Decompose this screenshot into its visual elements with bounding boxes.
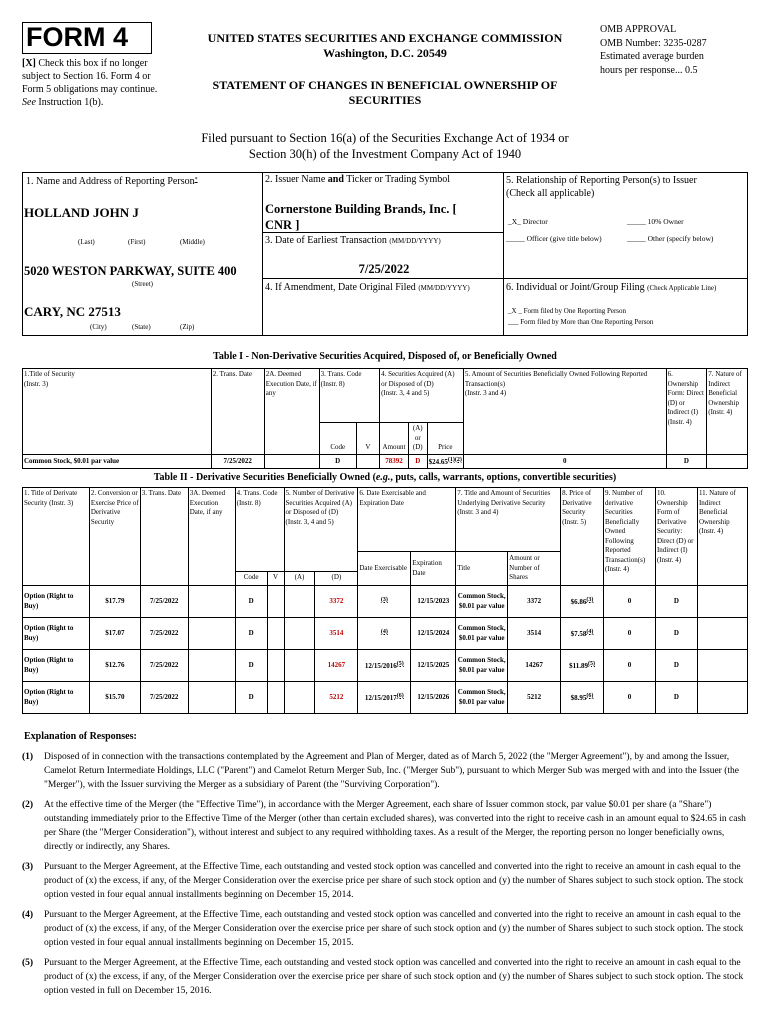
t2-form: D — [655, 650, 697, 682]
t2-h3a: 3A. Deemed Execution Date, if any — [188, 488, 235, 586]
t2-exercisable — [358, 618, 411, 650]
t1-security: Common Stock, $0.01 par value — [23, 454, 212, 469]
t2-shares: 3514 — [508, 618, 561, 650]
explanation-num: (3) — [22, 862, 34, 872]
more-persons-label: Form filed by More than One Reporting Person — [520, 318, 654, 326]
t2-price — [561, 586, 604, 618]
t2-owned: 0 — [604, 650, 656, 682]
t2-d: 5212 — [315, 682, 358, 714]
t2-price-footnote[interactable]: (5) — [587, 660, 595, 667]
t1-h4 — [380, 369, 464, 423]
t1-h1 — [23, 369, 212, 455]
t2-price — [561, 650, 604, 682]
t2-price-value: $8.95 — [570, 693, 587, 702]
t2-sub-code: Code — [235, 572, 267, 586]
t2-conv: $15.70 — [89, 682, 140, 714]
t2-exer-value: 12/15/2016 — [364, 661, 397, 670]
street-address: 5020 WESTON PARKWAY, SUITE 400 — [24, 264, 237, 278]
t2-h5: 5. Number of Derivative Securities Acquired (A) or Disposed of (D) (Instr. 3, 4 and 5) — [284, 488, 358, 572]
t2-h9: 9. Number of derivative Securities Beneficially Owned Following Reported Transaction(s) (Instr. 4) — [604, 488, 656, 586]
issuer-ticker: CNR ] — [265, 218, 300, 232]
omb-block — [600, 23, 765, 77]
t2-code: D — [235, 650, 267, 682]
t2-h3: 3. Trans. Date — [140, 488, 188, 586]
t1-h1-text: 1.Title of Security — [24, 370, 75, 378]
t2-date: 7/25/2022 — [140, 586, 188, 618]
statement-title: STATEMENT OF CHANGES IN BENEFICIAL OWNERSHIP OF SECURITIES — [212, 78, 558, 107]
officer-mark: _____ — [506, 234, 525, 243]
t2-form: D — [655, 586, 697, 618]
t2-exer-footnote[interactable]: (6) — [396, 692, 404, 699]
box6-label — [506, 282, 716, 294]
omb-number: OMB Number: 3235-0287 — [600, 37, 707, 49]
table-row — [23, 650, 748, 682]
director-mark: _X_ — [508, 217, 521, 226]
t2-h1: 1. Title of Derivate Security (Instr. 3) — [23, 488, 90, 586]
issuer-block — [265, 201, 457, 233]
t2-deemed — [188, 586, 235, 618]
t1-aord: D — [408, 454, 427, 469]
t2-owned: 0 — [604, 586, 656, 618]
t2-sub-title: Title — [456, 552, 508, 586]
t1-h5 — [463, 369, 666, 455]
explanation-text: Pursuant to the Merger Agreement, at the Effective Time, each outstanding and vested stock option was cancelled and converted into the right to receive an amount in cash equal to the product of (x) the excess, if any, of the Merger Consideration over the exercise price per share of such stock option and (y) the number of Shares subject to such stock option. The stock option vested in four equal annual installments beginning on December 15, 2015. — [44, 910, 744, 948]
t1-amount: 78392 — [380, 454, 409, 469]
t2-v — [267, 650, 284, 682]
ten-pct-label: 10% Owner — [647, 217, 684, 226]
t2-underlying: Common Stock, $0.01 par value — [456, 618, 508, 650]
earliest-transaction-date: 7/25/2022 — [358, 262, 410, 276]
checkbox-note-see: See — [22, 97, 36, 108]
explanation-num: (1) — [22, 752, 34, 762]
box1-footnote-link[interactable]: * — [194, 177, 198, 183]
box4-label-format: (MM/DD/YYYY) — [418, 284, 470, 292]
t2-code: D — [235, 618, 267, 650]
label-zip: (Zip) — [180, 323, 195, 331]
t1-sub-price: Price — [427, 423, 463, 455]
omb-approval: OMB APPROVAL — [600, 24, 677, 35]
t2-owned: 0 — [604, 682, 656, 714]
t1-h4-instr: (Instr. 3, 4 and 5) — [381, 389, 430, 397]
agency-location: Washington, D.C. 20549 — [323, 46, 447, 60]
explanation-num: (2) — [22, 800, 34, 810]
t2-conv: $12.76 — [89, 650, 140, 682]
t2-a — [284, 618, 315, 650]
t1-price-footnote[interactable]: (1)(2) — [447, 456, 462, 463]
form-title: FORM 4 — [26, 22, 129, 52]
table2-title-b: , puts, calls, warrants, options, convertible securities) — [390, 472, 617, 483]
t2-exer-value: 12/15/2017 — [364, 693, 397, 702]
t2-conv: $17.07 — [89, 618, 140, 650]
t2-exercisable — [358, 586, 411, 618]
t2-deemed — [188, 682, 235, 714]
explanation-title: Explanation of Responses: — [24, 731, 137, 742]
checkbox-note — [22, 57, 172, 109]
t2-price — [561, 682, 604, 714]
table-row — [23, 618, 748, 650]
t2-v — [267, 586, 284, 618]
explanation-item — [22, 908, 748, 950]
checkbox-note-instruction: Instruction 1(b). — [38, 97, 104, 108]
t2-form: D — [655, 682, 697, 714]
box2-label — [265, 174, 450, 185]
box3-label-text: 3. Date of Earliest Transaction — [265, 235, 387, 246]
t1-h3-instr: (Instr. 8) — [320, 379, 345, 388]
omb-burden: Estimated average burden — [600, 51, 704, 62]
t1-price-value: $24.65 — [428, 457, 448, 466]
t1-form: D — [666, 454, 707, 469]
t2-date: 7/25/2022 — [140, 682, 188, 714]
t1-h4-text: 4. Securities Acquired (A) or Disposed of (D) — [381, 370, 455, 388]
other-label: Other (specify below) — [647, 234, 714, 243]
one-person-label: Form filed by One Reporting Person — [523, 307, 627, 315]
t2-exercisable — [358, 682, 411, 714]
t1-code: D — [319, 454, 356, 469]
t2-expiration: 12/15/2026 — [411, 682, 456, 714]
explanation-num: (5) — [22, 958, 34, 968]
t2-title: Option (Right to Buy) — [23, 682, 90, 714]
officer-check[interactable] — [506, 234, 602, 244]
t2-deemed — [188, 618, 235, 650]
box2-label-b: Ticker or Trading Symbol — [346, 174, 451, 185]
t2-h11: 11. Nature of Indirect Beneficial Ownership (Instr. 4) — [697, 488, 747, 586]
t1-h2a: 2A. Deemed Execution Date, if any — [264, 369, 319, 455]
agency: UNITED STATES SECURITIES AND EXCHANGE COMMISSION — [207, 31, 563, 45]
t2-sub-amount: Amount or Number of Shares — [508, 552, 561, 586]
t1-price — [427, 454, 463, 469]
explanation-item — [22, 956, 748, 998]
t2-conv: $17.79 — [89, 586, 140, 618]
t1-h3 — [319, 369, 379, 423]
t2-h8: 8. Price of Derivative Security (Instr. 5) — [561, 488, 604, 586]
explanation-num: (4) — [22, 910, 34, 920]
t1-h1-instr: (Instr. 3) — [24, 379, 49, 388]
t2-sub-expiration: Expiration Date — [411, 552, 456, 586]
box6-label-text: 6. Individual or Joint/Group Filing — [506, 282, 645, 293]
t2-price-value: $6.86 — [570, 597, 587, 606]
table1 — [22, 368, 748, 469]
t2-price-footnote[interactable]: (3) — [586, 596, 594, 603]
t2-exercisable — [358, 650, 411, 682]
box2-label-and: and — [327, 174, 344, 185]
t2-sub-d: (D) — [315, 572, 358, 586]
box5-label-sub: (Check all applicable) — [506, 188, 595, 199]
explanation-item — [22, 750, 748, 792]
t2-nature — [697, 650, 747, 682]
t2-price — [561, 618, 604, 650]
other-check[interactable] — [627, 234, 713, 244]
table1-title: Table I - Non-Derivative Securities Acquired, Disposed of, or Beneficially Owned — [213, 351, 557, 362]
t2-expiration: 12/15/2023 — [411, 586, 456, 618]
box6-label-sub: (Check Applicable Line) — [647, 284, 717, 292]
t2-h10: 10. Ownership Form of Derivative Security: Direct (D) or Indirect (I) (Instr. 4) — [655, 488, 697, 586]
filed-pursuant — [60, 130, 710, 162]
t1-sub-aord: (A) or (D) — [408, 423, 427, 455]
ten-pct-check[interactable] — [627, 217, 684, 227]
t1-v — [356, 454, 379, 469]
t2-code: D — [235, 586, 267, 618]
box5-label — [506, 174, 746, 200]
t2-date: 7/25/2022 — [140, 650, 188, 682]
t2-sub-a: (A) — [284, 572, 315, 586]
box2-label-a: 2. Issuer Name — [265, 174, 326, 185]
table-row — [23, 454, 748, 469]
t2-form: D — [655, 618, 697, 650]
t2-h7: 7. Title and Amount of Securities Underlying Derivative Security (Instr. 3 and 4) — [456, 488, 561, 552]
t2-exer-footnote[interactable]: (5) — [396, 660, 404, 667]
officer-label: Officer (give title below) — [526, 234, 602, 243]
t2-exer-footnote[interactable]: (3) — [380, 596, 388, 603]
t2-owned: 0 — [604, 618, 656, 650]
explanation-text: Disposed of in connection with the transactions contemplated by the Agreement and Plan of Merger, dated as of March 5, 2022 (the "Merger Agreement"), by and among the Issuer, Camelot Return Intermediate Holdings, LLC ("Parent") and Camelot Return Merger Sub, Inc. ("Merger Sub"), pursuant to which Merger Sub was merged with and into the Issuer (the "Merger"), with the Issuer surviving the Merger as a subsidiary of Parent (the "Surviving Corporation"). — [44, 752, 739, 790]
more-persons-check[interactable] — [508, 318, 653, 328]
box1-label — [26, 176, 198, 187]
t1-h6: 6. Ownership Form: Direct (D) or Indirect (I) (Instr. 4) — [666, 369, 707, 455]
label-state: (State) — [132, 323, 151, 331]
t2-d: 14267 — [315, 650, 358, 682]
t2-a — [284, 682, 315, 714]
t2-v — [267, 682, 284, 714]
t2-shares: 3372 — [508, 586, 561, 618]
t2-nature — [697, 682, 747, 714]
t2-expiration: 12/15/2024 — [411, 618, 456, 650]
reporting-person-name: HOLLAND JOHN J — [24, 205, 139, 220]
t2-h2: 2. Conversion or Exercise Price of Derivative Security — [89, 488, 140, 586]
table2 — [22, 487, 748, 714]
t2-shares: 14267 — [508, 650, 561, 682]
box3-label — [265, 235, 441, 247]
explanation-list — [22, 750, 748, 1004]
t1-sub-code: Code — [319, 423, 356, 455]
t2-a — [284, 650, 315, 682]
table-row — [23, 682, 748, 714]
other-mark: _____ — [627, 234, 646, 243]
t2-title: Option (Right to Buy) — [23, 618, 90, 650]
one-person-mark: _X _ — [508, 307, 522, 315]
t1-nature — [707, 454, 748, 469]
label-city: (City) — [90, 323, 107, 331]
t1-h5-text: 5. Amount of Securities Beneficially Owned Following Reported Transaction(s) — [464, 370, 648, 388]
label-first: (First) — [128, 238, 146, 246]
t1-date: 7/25/2022 — [211, 454, 264, 469]
t2-nature — [697, 618, 747, 650]
t1-h2: 2. Trans. Date — [211, 369, 264, 455]
t2-d: 3372 — [315, 586, 358, 618]
t2-sub-exercisable: Date Exercisable — [358, 552, 411, 586]
table2-title-eg: e.g. — [375, 472, 391, 483]
filed-line-1: Filed pursuant to Section 16(a) of the Securities Exchange Act of 1934 or — [201, 131, 569, 145]
table-row — [23, 586, 748, 618]
t2-price-footnote[interactable]: (6) — [586, 692, 594, 699]
t2-title: Option (Right to Buy) — [23, 586, 90, 618]
t2-d: 3514 — [315, 618, 358, 650]
checkbox-note-text: Check this box if no longer subject to Section 16. Form 4 or Form 5 obligations may continue. — [22, 58, 158, 95]
t2-underlying: Common Stock, $0.01 par value — [456, 586, 508, 618]
t2-nature — [697, 586, 747, 618]
t2-h6: 6. Date Exercisable and Expiration Date — [358, 488, 456, 552]
checkbox-mark[interactable]: [X] — [22, 58, 36, 69]
more-persons-mark: ___ — [508, 318, 519, 326]
table2-title — [22, 472, 748, 483]
city-state-zip: CARY, NC 27513 — [24, 304, 121, 319]
explanation-item — [22, 860, 748, 902]
issuer-name: Cornerstone Building Brands, Inc. [ — [265, 202, 457, 216]
box4-label-text: 4. If Amendment, Date Original Filed — [265, 282, 416, 293]
ten-pct-mark: _____ — [627, 217, 646, 226]
explanation-text: Pursuant to the Merger Agreement, at the Effective Time, each outstanding and vested stock option was cancelled and converted into the right to receive an amount in cash equal to the product of (x) the excess, if any, of the Merger Consideration over the exercise price per share of such stock option and (y) the number of Shares subject to such stock option. The stock option vested in four equal annual installments beginning on December 15, 2014. — [44, 862, 744, 900]
box5-label-text: 5. Relationship of Reporting Person(s) to Issuer — [506, 175, 697, 186]
t1-owned: 0 — [463, 454, 666, 469]
explanation-text: At the effective time of the Merger (the "Effective Time"), in accordance with the Merger Agreement, each share of Issuer common stock, par value $0.01 per share (a "Share") outstanding immediately prior to the Effective Time of the Merger (other than certain excluded shares), was converted into the right to receive cash in an amount equal to $24.65 in cash per Share (the "Merger Consideration"), without interest and subject to any required withholding taxes. As a result of the Merger, the reporting person no longer beneficially owns, directly or indirectly, any Shares. — [44, 800, 746, 852]
t1-sub-amount: Amount — [380, 423, 409, 455]
t1-h7: 7. Nature of Indirect Beneficial Ownership (Instr. 4) — [707, 369, 748, 455]
t2-sub-v: V — [267, 572, 284, 586]
t1-sub-v: V — [356, 423, 379, 455]
t2-price-value: $7.58 — [570, 629, 587, 638]
box4-label — [265, 282, 470, 294]
explanation-text: Pursuant to the Merger Agreement, at the Effective Time, each outstanding and vested stock option was cancelled and converted into the right to receive an amount in cash equal to the product of (x) the excess, if any, of the Merger Consideration over the exercise price per share of such stock option and (y) the number of Shares subject to such stock option. The stock option vested in full on December 15, 2016. — [44, 958, 744, 996]
t2-code: D — [235, 682, 267, 714]
t2-expiration: 12/15/2025 — [411, 650, 456, 682]
t2-price-footnote[interactable]: (4) — [586, 628, 594, 635]
one-person-check[interactable] — [508, 307, 626, 317]
label-street: (Street) — [132, 280, 153, 288]
box1-label-text: 1. Name and Address of Reporting Person — [26, 176, 195, 187]
t2-a — [284, 586, 315, 618]
label-middle: (Middle) — [180, 238, 205, 246]
t2-underlying: Common Stock, $0.01 par value — [456, 650, 508, 682]
t1-h3-text: 3. Trans. Code — [320, 370, 362, 378]
t2-v — [267, 618, 284, 650]
filed-line-2: Section 30(h) of the Investment Company Act of 1940 — [248, 147, 522, 161]
t2-underlying: Common Stock, $0.01 par value — [456, 682, 508, 714]
t1-deemed — [264, 454, 319, 469]
director-label: Director — [522, 217, 548, 226]
explanation-item — [22, 798, 748, 854]
t2-title: Option (Right to Buy) — [23, 650, 90, 682]
t2-date: 7/25/2022 — [140, 618, 188, 650]
table2-title-a: Table II - Derivative Securities Beneficially Owned ( — [153, 472, 376, 483]
omb-hours: hours per response... 0.5 — [600, 64, 698, 76]
t2-h4: 4. Trans. Code (Instr. 8) — [235, 488, 284, 572]
t2-deemed — [188, 650, 235, 682]
director-check[interactable] — [508, 217, 548, 227]
t2-shares: 5212 — [508, 682, 561, 714]
t2-exer-footnote[interactable]: (4) — [380, 628, 388, 635]
box3-label-format: (MM/DD/YYYY) — [389, 237, 441, 245]
label-last: (Last) — [78, 238, 95, 246]
t1-h5-instr: (Instr. 3 and 4) — [464, 389, 507, 397]
t2-price-value: $11.89 — [569, 661, 588, 670]
